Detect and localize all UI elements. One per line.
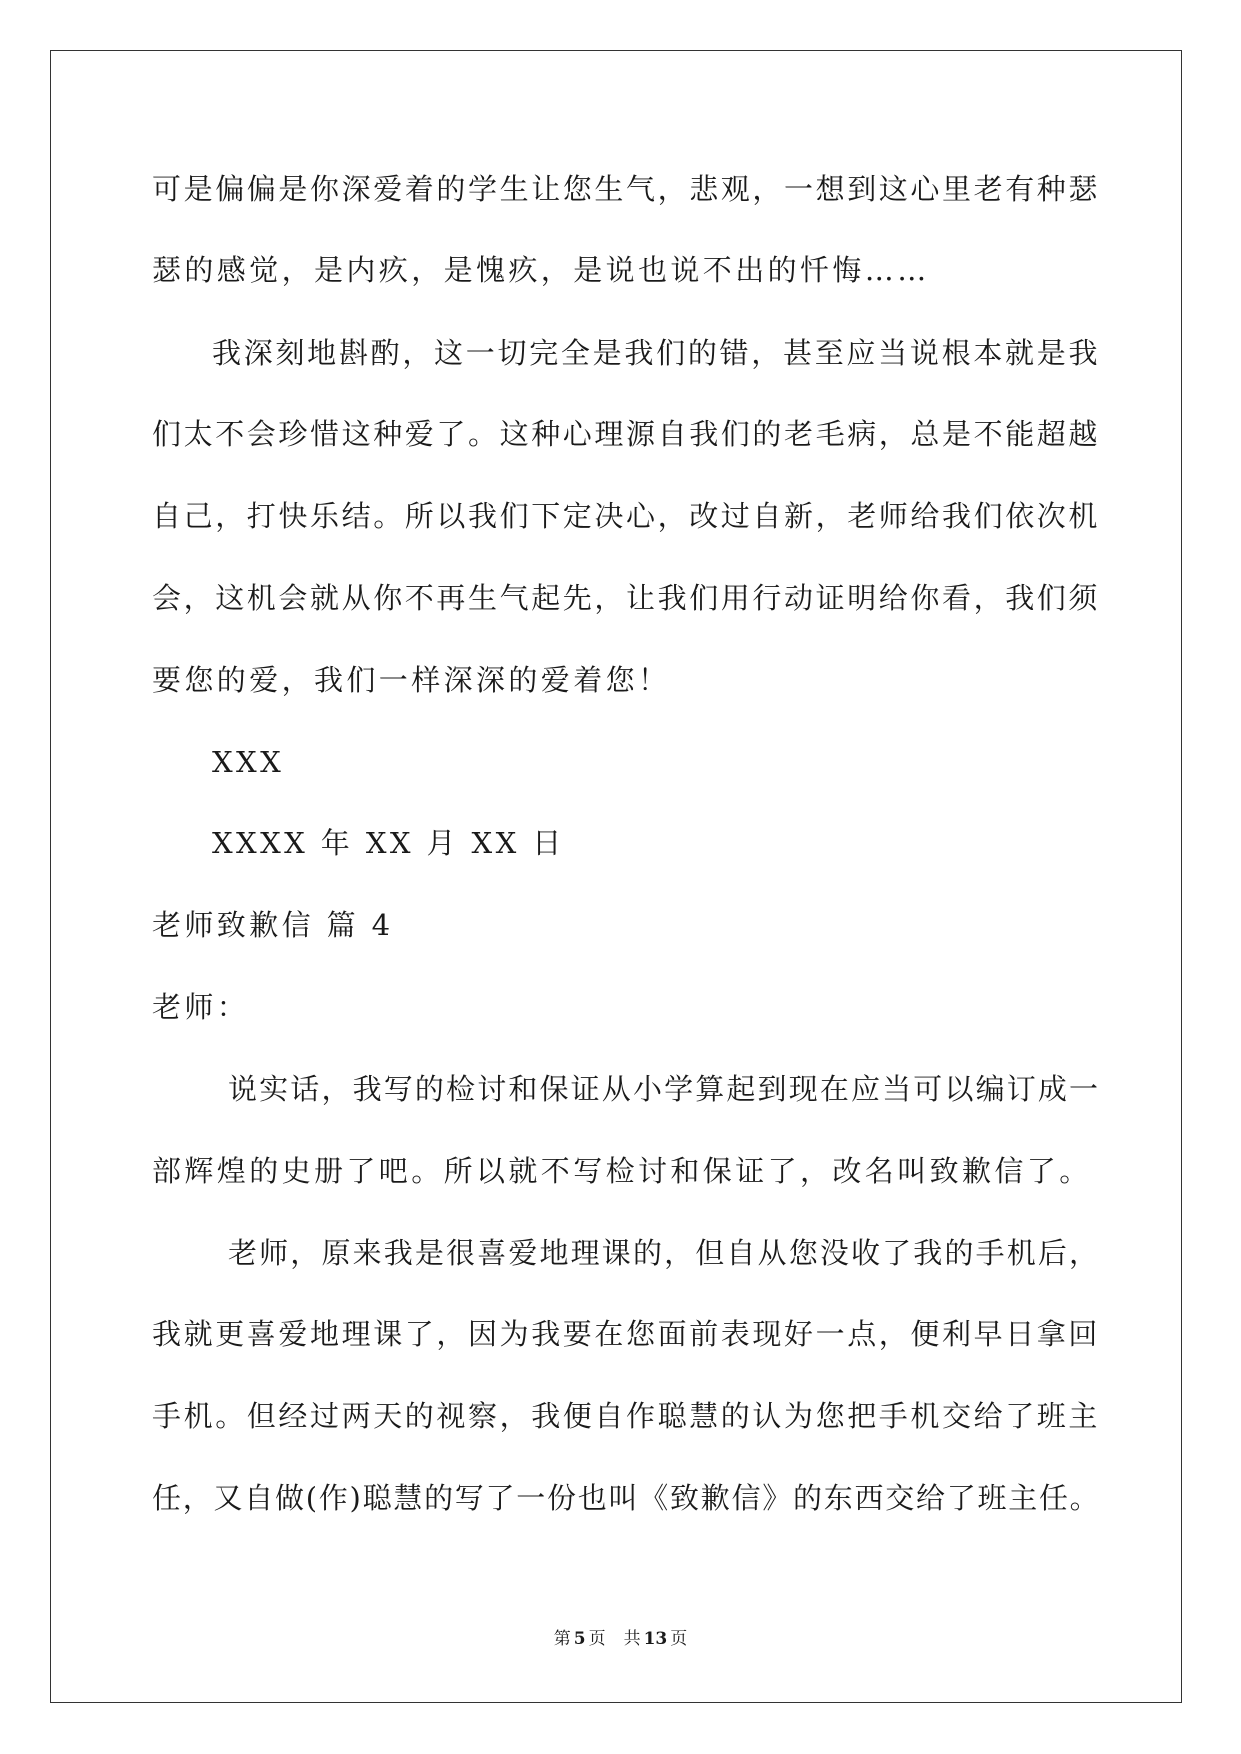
- text-line: 瑟的感觉，是内疚，是愧疚，是说也说不出的忏悔……: [152, 253, 930, 287]
- text-line: 自己，打快乐结。所以我们下定决心，改过自新，老师给我们依次机: [152, 499, 1101, 533]
- text-line: 部辉煌的史册了吧。所以就不写检讨和保证了，改名叫致歉信了。: [152, 1154, 1092, 1188]
- salutation: 老师：: [152, 990, 250, 1024]
- text-line: 要您的爱，我们一样深深的爱着您！: [152, 663, 671, 697]
- total-prefix: 共: [623, 1629, 641, 1649]
- text-line: 会，这机会就从你不再生气起先，让我们用行动证明给你看，我们须: [152, 581, 1101, 615]
- page-current: 5: [573, 1629, 586, 1649]
- text-line: 老师，原来我是很喜爱地理课的，但自从您没收了我的手机后，: [228, 1236, 1101, 1270]
- text-line: 说实话，我写的检讨和保证从小学算起到现在应当可以编订成一: [228, 1072, 1101, 1106]
- signature: XXX: [212, 745, 285, 779]
- total-unit: 页: [670, 1629, 688, 1649]
- text-line: 手机。但经过两天的视察，我便自作聪慧的认为您把手机交给了班主: [152, 1399, 1101, 1433]
- text-line: 任，又自做(作)聪慧的写了一份也叫《致歉信》的东西交给了班主任。: [152, 1481, 1101, 1515]
- page-prefix: 第: [553, 1629, 571, 1649]
- page-border: [50, 50, 1182, 1703]
- page-unit: 页: [588, 1629, 606, 1649]
- text-line: 们太不会珍惜这种爱了。这种心理源自我们的老毛病，总是不能超越: [152, 417, 1101, 451]
- text-line: 我深刻地斟酌，这一切完全是我们的错，甚至应当说根本就是我: [212, 336, 1101, 370]
- date-line: XXXX 年 XX 月 XX 日: [212, 826, 565, 860]
- page-footer: [0, 1624, 1241, 1649]
- section-heading: 老师致歉信 篇 4: [152, 908, 394, 942]
- page-total: 13: [643, 1629, 668, 1649]
- text-line: 可是偏偏是你深爱着的学生让您生气，悲观，一想到这心里老有种瑟: [152, 172, 1101, 206]
- text-line: 我就更喜爱地理课了，因为我要在您面前表现好一点，便利早日拿回: [152, 1317, 1101, 1351]
